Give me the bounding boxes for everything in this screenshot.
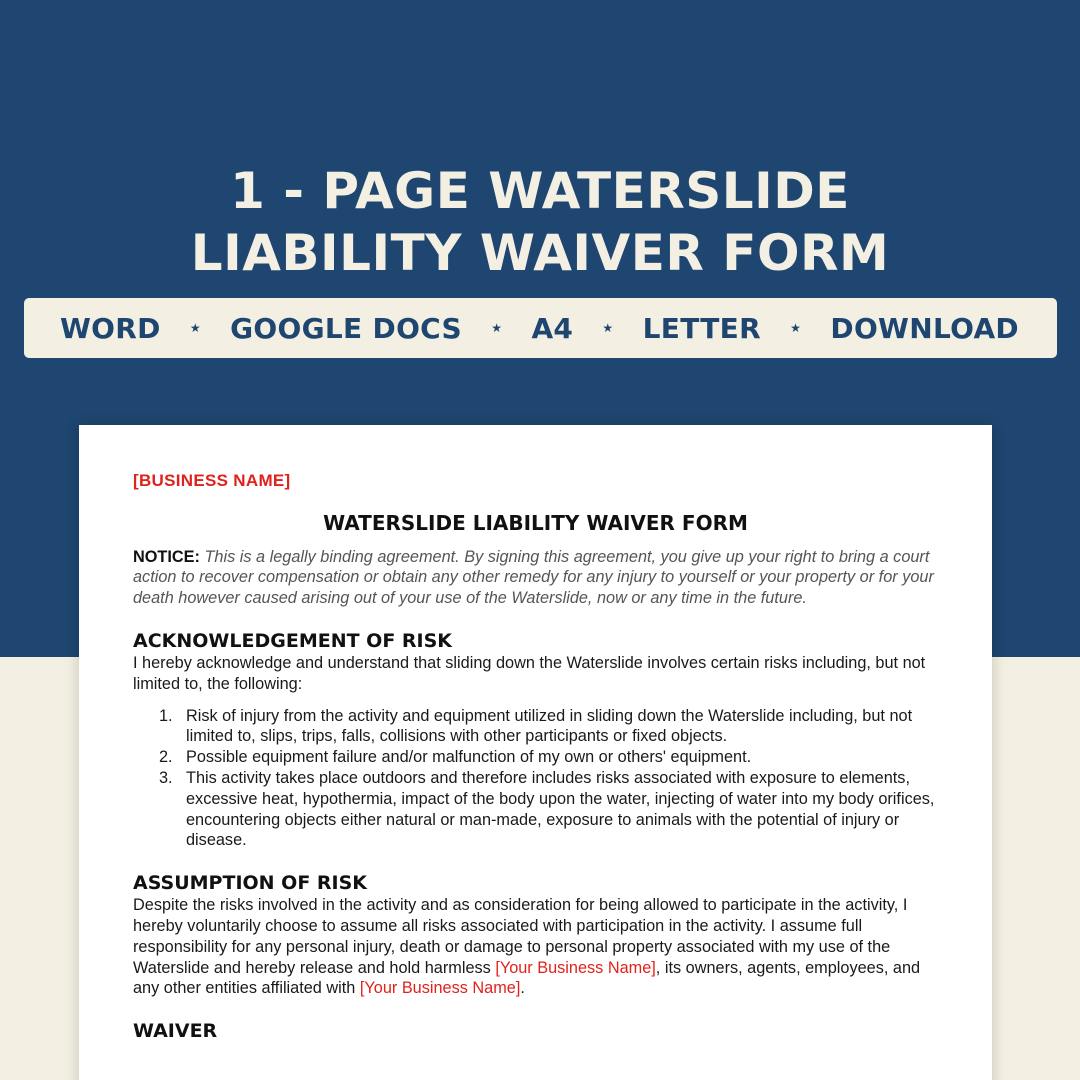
banner-title-line-1: 1 - PAGE WATERSLIDE — [230, 162, 850, 220]
list-item-number: 2. — [159, 748, 173, 767]
risk-list — [133, 706, 938, 852]
acknowledgement-heading: ACKNOWLEDGEMENT OF RISK — [133, 629, 453, 652]
star-icon: ★ — [790, 321, 802, 335]
list-item-number: 3. — [159, 768, 173, 787]
document-preview — [79, 425, 992, 1080]
acknowledgement-intro: I hereby acknowledge and understand that sliding down the Waterslide involves certain risks including, but not limited to, the following: — [133, 653, 926, 693]
list-item — [159, 747, 938, 768]
list-item-number: 1. — [159, 706, 173, 725]
business-name-placeholder: [Your Business Name] — [359, 979, 521, 998]
list-item — [159, 706, 938, 748]
format-bar — [24, 298, 1057, 358]
list-item-text: Risk of injury from the activity and equipment utilized in sliding down the Waterslide including, but not limited to, slips, trips, falls, collisions with other participants or fixed objects. — [186, 706, 913, 746]
notice-paragraph — [133, 547, 938, 609]
format-google-docs: GOOGLE DOCS — [230, 311, 463, 345]
assumption-text-3: . — [520, 979, 525, 998]
format-download: DOWNLOAD — [830, 311, 1019, 345]
star-icon: ★ — [189, 321, 201, 335]
assumption-heading: ASSUMPTION OF RISK — [133, 872, 368, 895]
waiver-heading: WAIVER — [133, 1020, 218, 1043]
list-item — [159, 768, 938, 851]
business-name-placeholder: [BUSINESS NAME] — [133, 471, 291, 490]
assumption-paragraph — [133, 895, 938, 999]
format-a4: A4 — [531, 311, 574, 345]
notice-text: This is a legally binding agreement. By signing this agreement, you give up your right to bring a court action to recover compensation or obtain any other remedy for any injury to yourself or your property or for your death however caused arising out of your use of the Waterslide, now or any time in the future. — [133, 547, 934, 608]
list-item-text: Possible equipment failure and/or malfunction of my own or others' equipment. — [186, 748, 752, 767]
banner-title-line-2: LIABILITY WAIVER FORM — [190, 224, 890, 282]
form-title: WATERSLIDE LIABILITY WAIVER FORM — [323, 510, 748, 535]
star-icon: ★ — [491, 321, 503, 335]
banner-title — [0, 160, 1080, 284]
notice-label: NOTICE: — [133, 547, 200, 566]
list-item-text: This activity takes place outdoors and therefore includes risks associated with exposure to elements, excessive heat, hypothermia, impact of the body upon the water, injecting of water into my body orifices, encountering objects either natural or man-made, exposure to animals with the potential of injury or disease. — [186, 768, 935, 850]
business-name-placeholder: [Your Business Name] — [495, 958, 656, 977]
assumption-text-2: , its owners, agents, employees, and any other entities affiliated with — [133, 958, 921, 998]
assumption-text-1: Despite the risks involved in the activity and as consideration for being allowed to participate in the activity, I hereby voluntarily choose to assume all risks associated with participation in the activity. I assume full responsibility for any personal injury, death or damage to personal property associated with my use of the Waterslide and hereby release and hold harmless — [133, 896, 908, 977]
format-word: WORD — [60, 311, 161, 345]
format-letter: LETTER — [642, 311, 761, 345]
star-icon: ★ — [602, 321, 614, 335]
